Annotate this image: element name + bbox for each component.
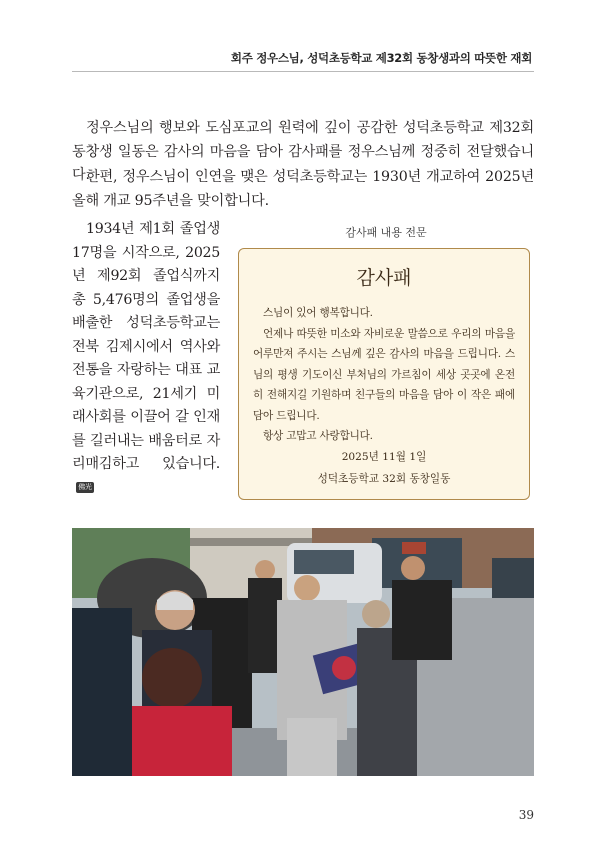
plaque-line: 언제나 따뜻한 미소와 자비로운 말씀으로 우리의 마음을 어루만져 주시는 스님께 깊은 감사의 마음을 드립니다. 스님의 평생 기도이신 부처님의 가르침이 세상 곳곳에 온전히 전해지길 기원하며 친구들의 마음을 담아 이 작은 패에 담아 드립니다. — [253, 327, 515, 422]
plaque-signature: 성덕초등학교 32회 동창일동 — [317, 473, 451, 485]
plaque-title: 감사패 — [356, 267, 412, 289]
body-column-text — [72, 218, 220, 500]
column-text: 1934년 제1회 졸업생 17명을 시작으로, 2025년 제92회 졸업식까지 총 5,476명의 졸업생을 배출한 성덕초등학교는 전북 김제시에서 역사와 전통을 자랑하는 대표 교육기관으로, 21세기 미래사회를 이끌어 갈 인재를 길러내는 배움터로 자리매김하고 있습니다. — [72, 221, 220, 472]
plaque-line: 스님이 있어 행복합니다. — [263, 307, 373, 319]
running-header: 회주 정우스님, 성덕초등학교 제32회 동창생과의 따뜻한 재회 — [230, 51, 532, 65]
page-number: 39 — [518, 808, 534, 822]
body-paragraph-2: 한편, 정우스님이 인연을 맺은 성덕초등학교는 1930년 개교하여 2025년 올해 개교 95주년을 맞이합니다. — [72, 169, 534, 209]
photo-illustration — [72, 528, 534, 776]
plaque-date: 2025년 11월 1일 — [341, 451, 427, 463]
plaque-caption: 감사패 내용 전문 — [345, 226, 427, 239]
body-paragraph-1: 정우스님의 행보와 도심포교의 원력에 깊이 공감한 성덕초등학교 제32회 동창생 일동은 감사의 마음을 담아 감사패를 정우스님께 정중히 전달했습니다. — [72, 120, 534, 183]
event-photo — [72, 528, 534, 776]
plaque-box — [238, 248, 530, 500]
plaque-line: 항상 고맙고 사랑합니다. — [263, 430, 373, 442]
end-mark-icon: 佛光 — [76, 482, 94, 493]
header-divider — [72, 71, 534, 72]
plaque-body — [253, 303, 515, 447]
